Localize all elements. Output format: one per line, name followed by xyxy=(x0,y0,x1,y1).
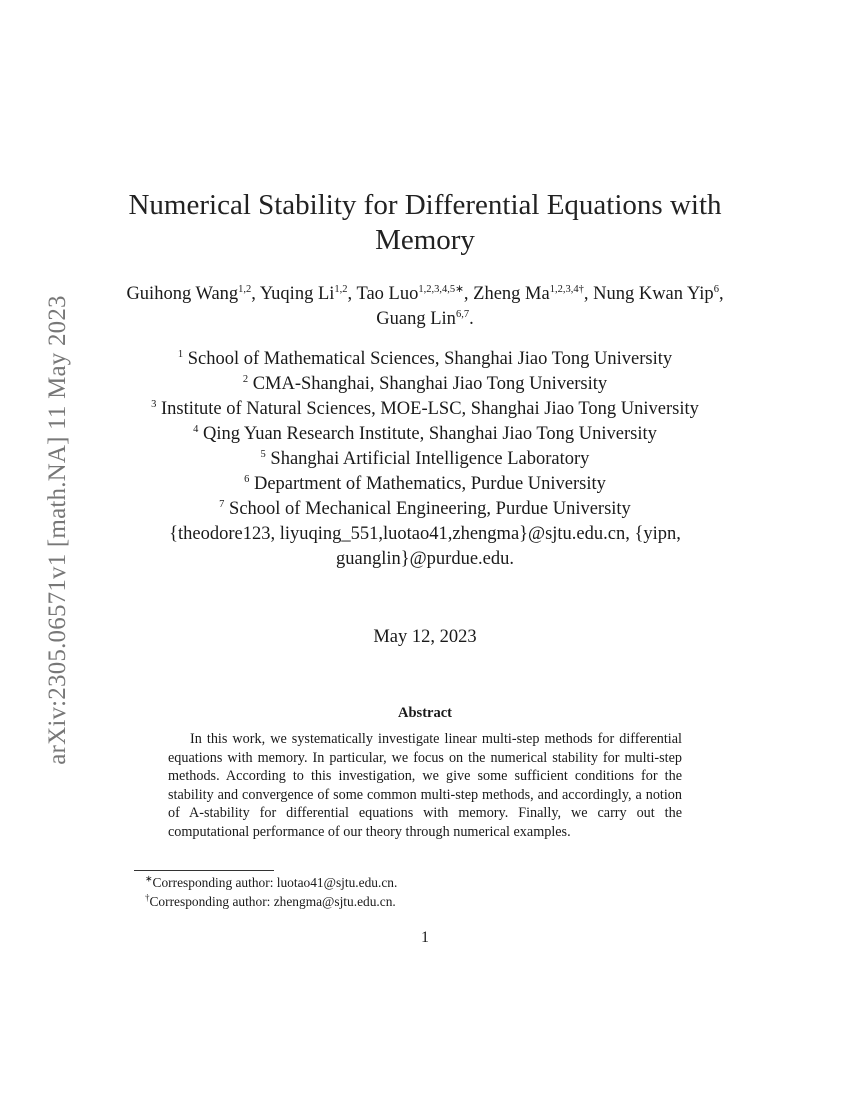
affiliation: $^2$ CMA-Shanghai, Shanghai Jiao Tong University xyxy=(242,373,608,394)
footnote: †Corresponding author: zhengma@sjtu.edu.cn. xyxy=(145,892,396,909)
author: Guihong Wang$^{1,2}$, xyxy=(126,283,260,304)
page-number: 1 xyxy=(421,929,429,946)
paper-title: Numerical Stability for Differential Equations with Memory xyxy=(128,189,722,256)
abstract-text: In this work, we systematically investigate linear multi-step methods for differential equations with memory. In particular, we focus on the numerical stability for multi-step methods. According to this investigation, we give some sufficient conditions for the stability and convergence of some common multi-step methods, and accordingly, a notion of A-stability for differential equations with memory. Finally, we carry out the computational performance of our theory through numerical examples. xyxy=(168,731,682,840)
publication-date: May 12, 2023 xyxy=(373,627,477,647)
affiliation: $^3$ Institute of Natural Sciences, MOE-LSC, Shanghai Jiao Tong University xyxy=(151,398,699,419)
affiliation: $^1$ School of Mathematical Sciences, Shanghai Jiao Tong University xyxy=(177,348,673,369)
author: Nung Kwan Yip$^6$, xyxy=(593,283,724,304)
affiliation: $^4$ Qing Yuan Research Institute, Shanghai Jiao Tong University xyxy=(193,423,657,444)
arxiv-identifier-stamp: arXiv:2305.06571v1 [math.NA] 11 May 2023 xyxy=(44,295,71,765)
footnote: ∗Corresponding author: luotao41@sjtu.edu.cn. xyxy=(145,873,398,890)
footnote-divider xyxy=(134,870,274,871)
author: Zheng $Ma^{1,2,3,4\dagger}$, xyxy=(473,283,594,304)
footnotes xyxy=(145,873,705,911)
affiliation: $^6$ Department of Mathematics, Purdue University xyxy=(244,473,606,494)
author: Yuqing Li$^{1,2}$, xyxy=(259,283,357,304)
author: Guang Lin$^{6,7}$. xyxy=(376,308,474,329)
affiliation: $^7$ School of Mechanical Engineering, Purdue University xyxy=(219,498,631,519)
author-list xyxy=(110,282,740,332)
affiliation-list xyxy=(120,347,730,572)
author: Tao Luo$^{1,2,3,4,5∗}$, xyxy=(356,283,474,304)
author-emails[interactable]: {theodore123, liyuqing_551,luotao41,zhengma}@sjtu.edu.cn, {yipn, guanglin}@purdue.edu. xyxy=(169,524,681,569)
affiliation: $^5$ Shanghai Artificial Intelligence Laboratory xyxy=(260,448,590,469)
abstract-heading: Abstract xyxy=(398,705,452,721)
